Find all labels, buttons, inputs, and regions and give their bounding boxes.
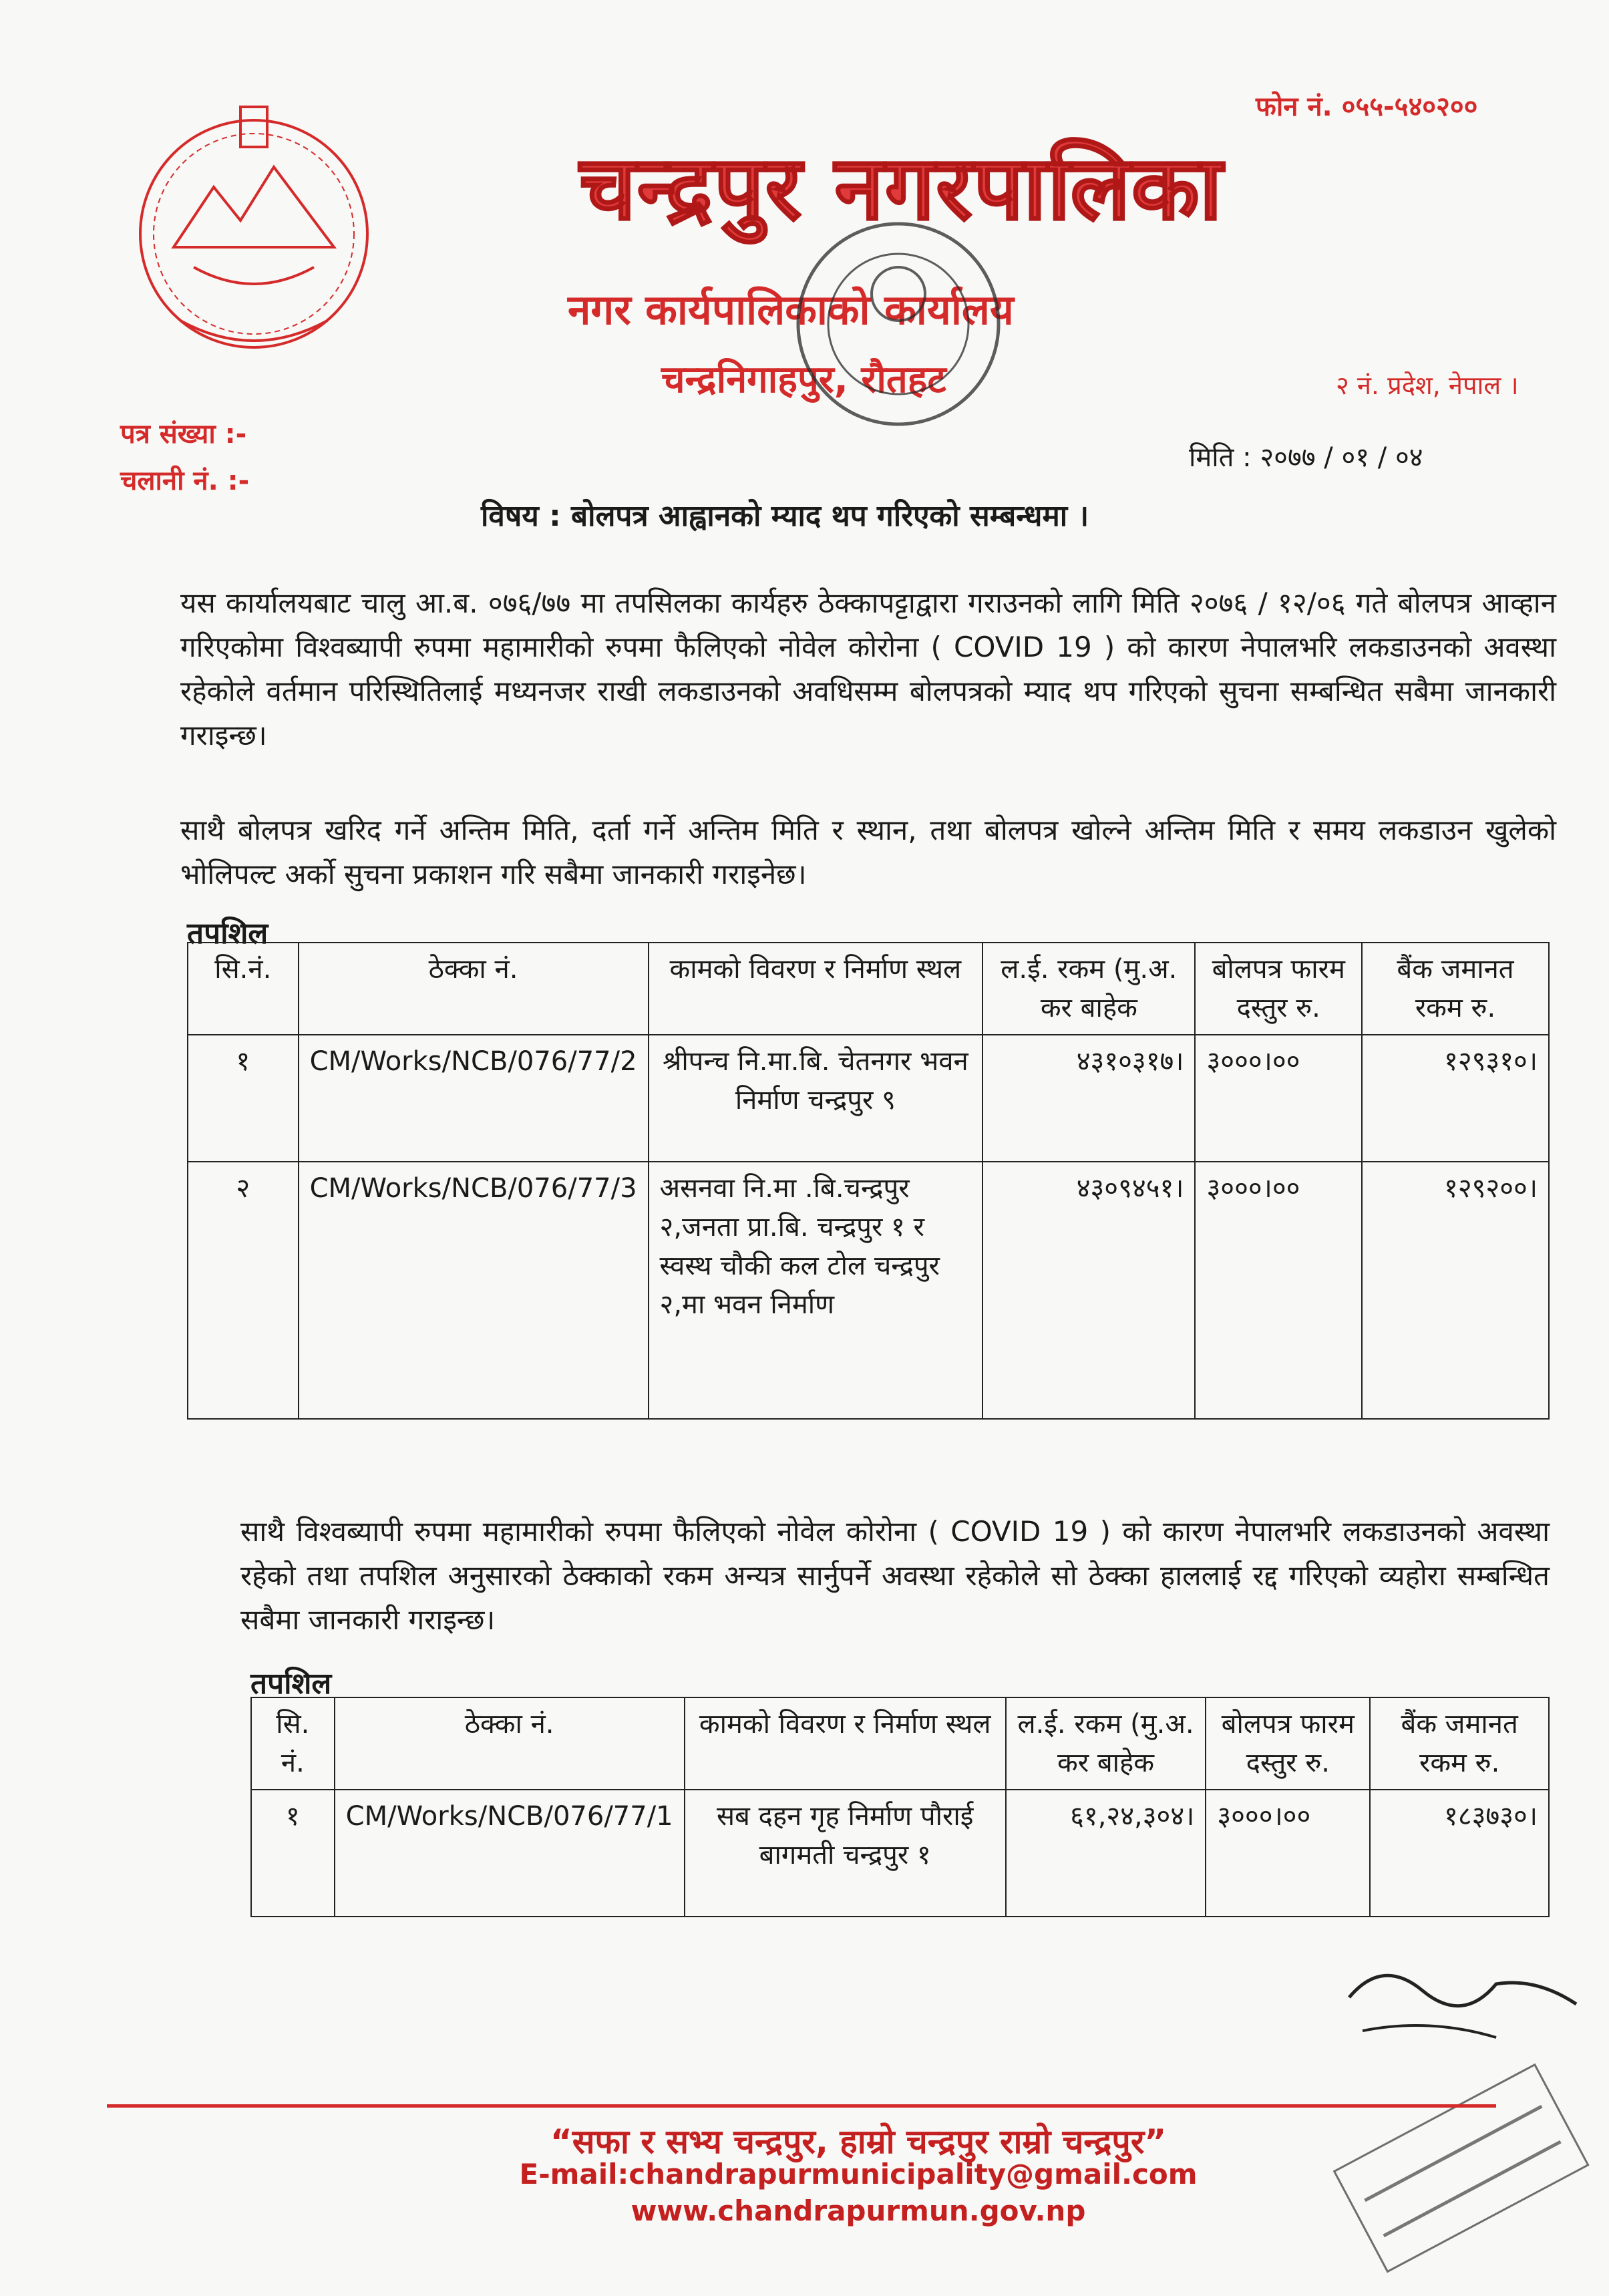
cell-form-fee: ३०००।०० [1195,1035,1362,1162]
cell-cost-estimate: ४३१०३१७। [982,1035,1195,1162]
cell-form-fee: ३०००।०० [1195,1162,1362,1419]
signature-stamp [1322,1951,1603,2285]
schedule-1-table [187,942,1550,1420]
cell-contract-no: CM/Works/NCB/076/77/3 [299,1162,649,1419]
schedule-2-table [250,1697,1550,1917]
cell-serial: २ [188,1162,299,1419]
footer-divider [107,2104,1496,2108]
table-row [188,1035,1549,1162]
cell-contract-no: CM/Works/NCB/076/77/1 [335,1790,685,1917]
header-bank-guarantee: बैंक जमानत रकम रु. [1362,943,1549,1035]
footer-email[interactable]: E-mail:chandrapurmunicipality@gmail.com [519,2158,1198,2190]
letter-subject: विषय : बोलपत्र आह्वानको म्याद थप गरिएको सम्बन्धमा । [481,499,1089,533]
footer-website[interactable]: www.chandrapurmun.gov.np [631,2194,1086,2227]
office-location: चन्द्रनिगाहपुर, रौतहट [661,358,946,401]
footer-slogan: “सफा र सभ्य चन्द्रपुर, हाम्रो चन्द्रपुर राम्रो चन्द्रपुर” [550,2122,1167,2161]
schedule-1-label: तपशिल [187,917,269,951]
schedule-2-label: तपशिल [250,1667,332,1701]
header-form-fee: बोलपत्र फारम दस्तुर रु. [1195,943,1362,1035]
header-contract-no: ठेक्का नं. [299,943,649,1035]
cell-bank-guarantee: १२९२००। [1362,1162,1549,1419]
header-serial: सि. नं. [251,1697,335,1790]
cell-work-description: सब दहन गृह निर्माण पौराई बागमती चन्द्रपुर १ [685,1790,1006,1917]
nepal-emblem-icon [120,80,387,374]
body-paragraph-3: साथै विश्वब्यापी रुपमा महामारीको रुपमा फैलिएको नोवेल कोरोना ( COVID 19 ) को कारण नेपालभरि लकडाउनको अवस्था रहेको तथा तपशिल अनुसारको ठेक्काको रकम अन्यत्र सार्नुपर्ने अवस्था रहेकोले सो ठेक्का हाललाई रद्द गरिएको व्यहोरा सम्बन्धित सबैमा जानकारी गराइन्छ। [240,1515,1550,1636]
body-paragraph-1: यस कार्यालयबाट चालु आ.ब. ०७६/७७ मा तपसिलका कार्यहरु ठेक्कापट्टाद्वारा गराउनको लागि मिति २०७६ / १२/०६ गते बोलपत्र आव्हान गरिएकोमा विश्वब्यापी रुपमा महामारीको रुपमा फैलिएको नोवेल कोरोना ( COVID 19 ) को कारण नेपालभरि लकडाउनको अवस्था रहेकोले वर्तमान परिस्थितिलाई मध्यनजर राखी लकडाउनको अवधिसम्म बोलपत्रको म्याद थप गरिएको सुचना सम्बन्धित सबैमा जानकारी गराइन्छ। [180,587,1556,752]
letter-number-label: पत्र संख्या :- [120,419,247,450]
header-bank-guarantee: बैंक जमानत रकम रु. [1370,1697,1549,1790]
province-label: २ नं. प्रदेश, नेपाल । [1336,371,1519,400]
letter-date: मिति : २०७७ / ०१ / ०४ [1189,442,1423,473]
cell-bank-guarantee: १२९३१०। [1362,1035,1549,1162]
cell-bank-guarantee: १८३७३०। [1370,1790,1549,1917]
body-paragraph-2: साथै बोलपत्र खरिद गर्ने अन्तिम मिति, दर्ता गर्ने अन्तिम मिति र स्थान, तथा बोलपत्र खोल्ने अन्तिम मिति र समय लकडाउन खुलेको भोलिपल्ट अर्को सुचना प्रकाशन गरि सबैमा जानकारी गराइनेछ। [180,814,1556,890]
cell-work-description: श्रीपन्च नि.मा.बि. चेतनगर भवन निर्माण चन्द्रपुर ९ [649,1035,983,1162]
cell-serial: १ [251,1790,335,1917]
header-work-description: कामको विवरण र निर्माण स्थल [685,1697,1006,1790]
cell-work-description: असनवा नि.मा .बि.चन्द्रपुर २,जनता प्रा.बि. चन्द्रपुर १ र स्वस्थ चौकी कल टोल चन्द्रपुर २,मा भवन निर्माण [649,1162,983,1419]
table-row [188,1162,1549,1419]
header-cost-estimate: ल.ई. रकम (मु.अ. कर बाहेक [1006,1697,1206,1790]
table-header-row [251,1697,1549,1790]
table-header-row [188,943,1549,1035]
cell-cost-estimate: ४३०९४५१। [982,1162,1195,1419]
cell-contract-no: CM/Works/NCB/076/77/2 [299,1035,649,1162]
dispatch-number-label: चलानी नं. :- [120,466,250,496]
header-work-description: कामको विवरण र निर्माण स्थल [649,943,983,1035]
table-row [251,1790,1549,1917]
phone-number: फोन नं. ०५५-५४०२०० [1256,92,1478,122]
municipality-title: चन्द्रपुर नगरपालिका [580,137,1224,240]
header-form-fee: बोलपत्र फारम दस्तुर रु. [1206,1697,1370,1790]
cell-form-fee: ३०००।०० [1206,1790,1370,1917]
cell-cost-estimate: ६१,२४,३०४। [1006,1790,1206,1917]
office-name: नगर कार्यपालिकाको कार्यालय [568,285,1014,334]
header-contract-no: ठेक्का नं. [335,1697,685,1790]
header-cost-estimate: ल.ई. रकम (मु.अ. कर बाहेक [982,943,1195,1035]
official-seal-stamp [788,214,1009,434]
cell-serial: १ [188,1035,299,1162]
header-serial: सि.नं. [188,943,299,1035]
